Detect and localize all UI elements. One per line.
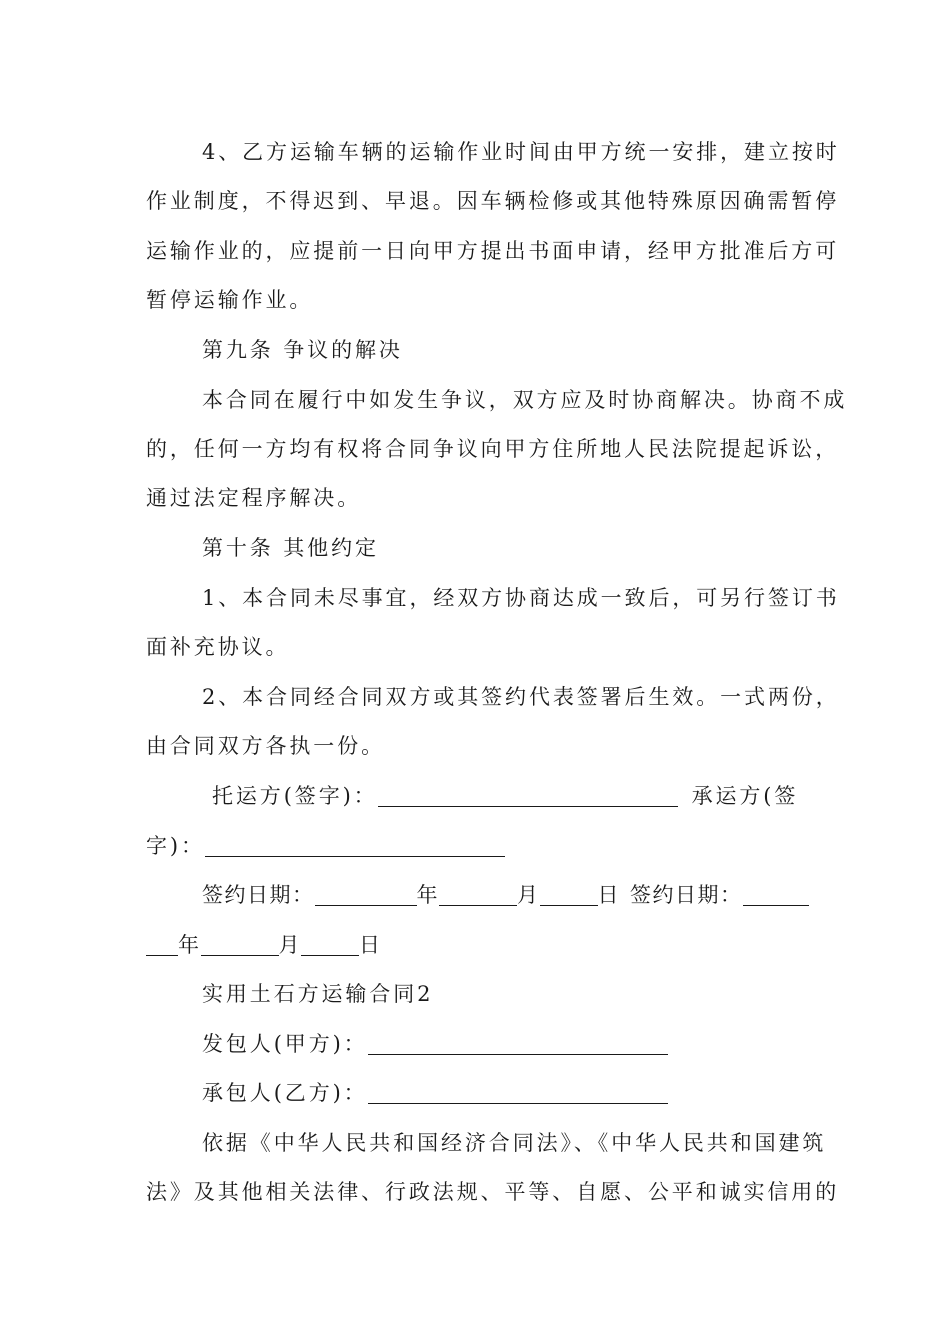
party-b-label: 承包人(乙方)：: [202, 1081, 368, 1105]
basis-line-2: 法》及其他相关法律、行政法规、平等、自愿、公平和诚实信用的: [146, 1180, 840, 1204]
sign-date-month-2: 月: [278, 933, 301, 957]
sign-date-year-1: 年: [416, 883, 439, 907]
carrier-signature-label-cont: 字)：: [146, 834, 205, 858]
party-b-blank[interactable]: [368, 1081, 668, 1104]
article10-item1-line-2: 面补充协议。: [146, 635, 290, 659]
sign-date-label-1: 签约日期：: [202, 883, 315, 907]
article10-item2-line-1: 2、本合同经合同双方或其签约代表签署后生效。一式两份，: [202, 685, 840, 709]
article9-line-3: 通过法定程序解决。: [146, 486, 362, 510]
sign-date-label-2: 签约日期：: [630, 883, 743, 907]
article9-line-2: 的，任何一方均有权将合同争议向甲方住所地人民法院提起诉讼，: [146, 437, 840, 461]
party-a-label: 发包人(甲方)：: [202, 1032, 368, 1056]
article10-heading: 第十条 其他约定: [202, 536, 379, 560]
sign-date-year-blank-2a[interactable]: [743, 883, 809, 906]
sign-date-day-blank-1[interactable]: [540, 883, 598, 906]
carrier-signature-label: 承运方(签: [691, 784, 799, 808]
sign-date-day-blank-2[interactable]: [301, 933, 359, 956]
sign-date-month-1: 月: [517, 883, 540, 907]
sign-date-line: [202, 880, 806, 910]
clause4-line-2: 作业制度，不得迟到、早退。因车辆检修或其他特殊原因确需暂停: [146, 189, 840, 213]
clause4-line-3: 运输作业的，应提前一日向甲方提出书面申请，经甲方批准后方可: [146, 239, 840, 263]
article9-heading: 第九条 争议的解决: [202, 338, 403, 362]
shipper-signature-label: 托运方(签字)：: [212, 784, 378, 808]
party-a-blank[interactable]: [368, 1032, 668, 1055]
sign-date-month-blank-1[interactable]: [439, 883, 517, 906]
sign-date-day-1: 日: [597, 883, 620, 907]
sign-date-year-blank-1[interactable]: [315, 883, 417, 906]
carrier-signature-blank[interactable]: [205, 834, 505, 857]
sign-date-month-blank-2[interactable]: [201, 933, 279, 956]
article9-line-1: 本合同在履行中如发生争议，双方应及时协商解决。协商不成: [202, 388, 848, 412]
basis-line-1: 依据《中华人民共和国经济合同法》、《中华人民共和国建筑: [202, 1131, 827, 1155]
party-a-line: [202, 1029, 806, 1059]
shipper-signature-blank[interactable]: [378, 784, 678, 807]
sign-date-year-2: 年: [178, 933, 201, 957]
sign-date-day-2: 日: [359, 933, 382, 957]
sign-date-line-2: [146, 930, 806, 960]
contract2-title: 实用土石方运输合同2: [202, 982, 434, 1006]
clause4-line-4: 暂停运输作业。: [146, 288, 314, 312]
sign-date-year-blank-2b[interactable]: [146, 933, 178, 956]
signature-line: [212, 781, 806, 811]
signature-line-2: [146, 831, 806, 861]
article10-item2-line-2: 由合同双方各执一份。: [146, 734, 385, 758]
clause4-line-1: 4、乙方运输车辆的运输作业时间由甲方统一安排，建立按时: [202, 140, 840, 164]
article10-item1-line-1: 1、本合同未尽事宜，经双方协商达成一致后，可另行签订书: [202, 586, 840, 610]
party-b-line: [202, 1078, 806, 1108]
